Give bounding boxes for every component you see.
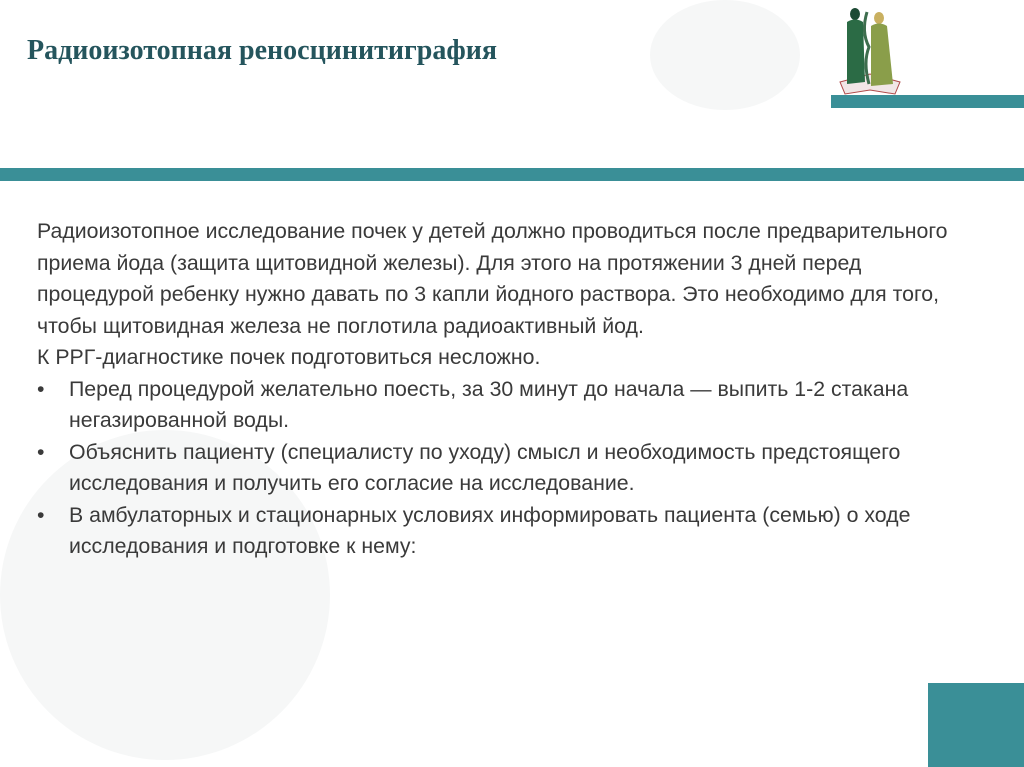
list-item [37,374,967,437]
slide-body [37,216,967,563]
preparation-note: К РРГ-диагностике почек подготовиться несложно. [37,345,541,369]
intro-paragraph: Радиоизотопное исследование почек у детей должно проводиться после предварительного приема йода (защита щитовидной железы). Для этого на протяжении 3 дней перед процедурой ребенку нужно давать по 3 капли йодного раствора. Это необходимо для того, чтобы щитовидная железа не поглотила радиоактивный йод. [37,219,948,338]
logo-accent-bar [831,95,1024,108]
list-item-text: Объяснить пациенту (специалисту по уходу) смысл и необходимость предстоящего исследования и получить его согласие на исследование. [69,439,901,495]
list-item-text: Перед процедурой желательно поесть, за 30 минут до начала — выпить 1-2 стакана негазированной воды. [69,376,909,432]
bullet-icon: • [37,502,45,527]
medical-university-logo [835,2,905,95]
bullet-icon: • [37,376,45,401]
list-item-text: В амбулаторных и стационарных условиях информировать пациента (семью) о ходе исследования и подготовке к нему: [69,502,911,558]
bullet-list [37,374,967,563]
background-circle [650,0,800,110]
list-item [37,437,967,500]
bullet-icon: • [37,439,45,464]
corner-accent-block [928,683,1024,767]
slide-title: Радиоизотопная реносцинитиграфия [27,35,497,66]
header-divider-bar [0,168,1024,181]
list-item [37,500,967,563]
